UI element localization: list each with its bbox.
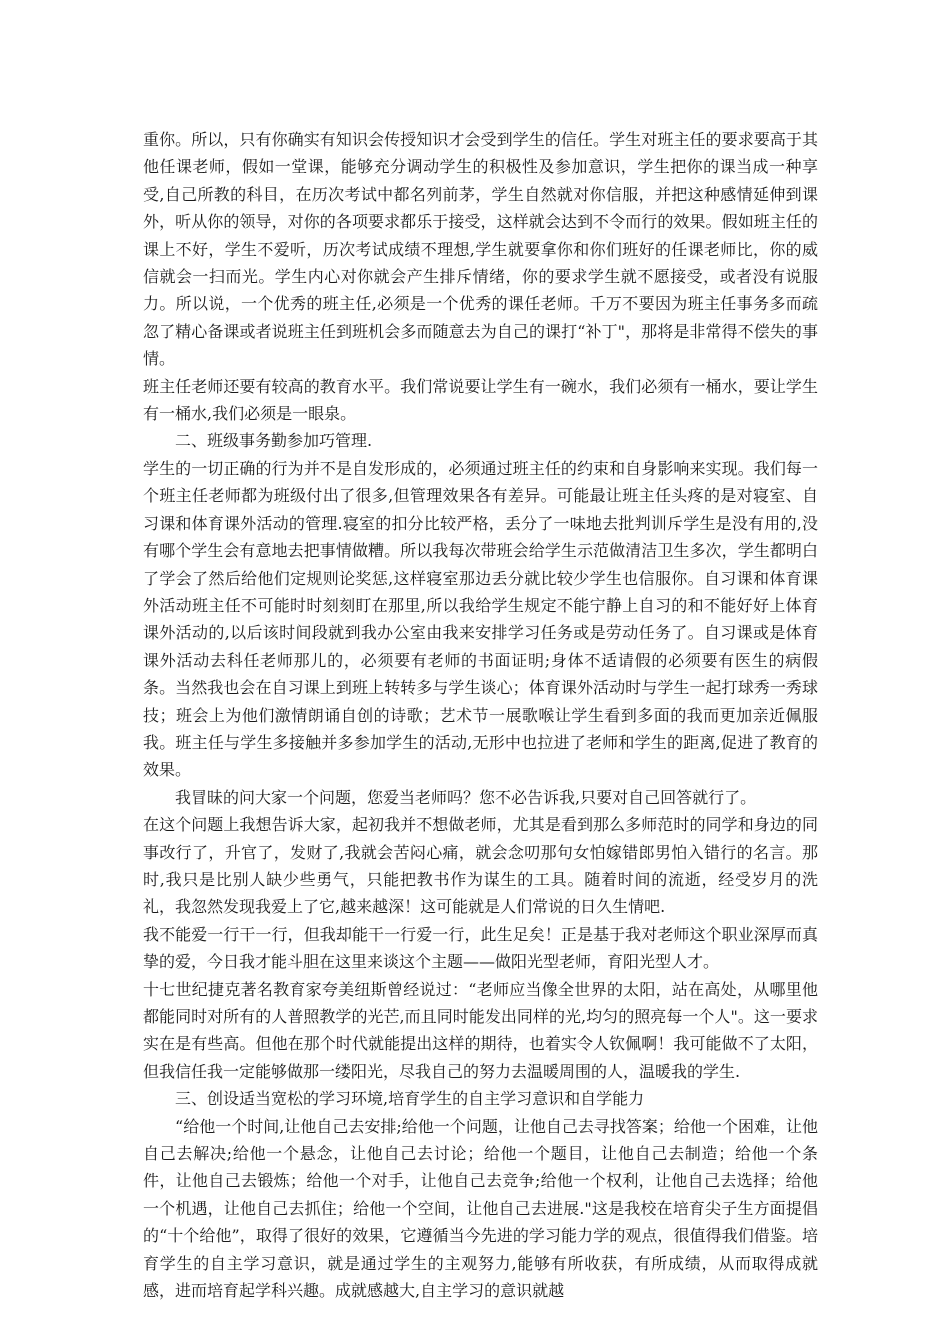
- paragraph-comenius-quote: 十七世纪捷克著名教育家夸美纽斯曾经说过：“老师应当像全世界的太阳，站在高处，从哪里他都能同时对所有的人普照教学的光芒,而且同时能发出同样的光,均匀的照亮每一个人"。这一要求实在是有些高。但他在那个时代就能提出这样的期待，也着实令人钦佩啊！我可能做不了太阳，但我信任我一定能够做那一缕阳光，尽我自己的努力去温暖周围的人，温暖我的学生.: [143, 979, 818, 1081]
- paragraph-teacher-knowledge: 重你。所以，只有你确实有知识会传授知识才会受到学生的信任。学生对班主任的要求要高于其他任课老师，假如一堂课，能够充分调动学生的积极性及参加意识，学生把你的课当成一种享受,自己所教的科目，在历次考试中都名列前茅，学生自然就对你信服，并把这种感情延伸到课外，听从你的领导，对你的各项要求都乐于接受，这样就会达到不令而行的效果。假如班主任的课上不好，学生不爱听，历次考试成绩不理想,学生就要拿你和你们班好的任课老师比，你的威信就会一扫而光。学生内心对你就会产生排斥情绪，你的要求学生就不愿接受，或者没有说服力。所以说，一个优秀的班主任,必须是一个优秀的课任老师。千万不要因为班主任事务多而疏忽了精心备课或者说班主任到班机会多而随意去为自己的课打“补丁"，那将是非常得不偿失的事情。: [143, 130, 818, 369]
- paragraph-class-management: 学生的一切正确的行为并不是自发形成的，必须通过班主任的约束和自身影响来实现。我们每一个班主任老师都为班级付出了很多,但管理效果各有差异。可能最让班主任头疼的是对寝室、自习课和体育课外活动的管理.寝室的扣分比较严格，丢分了一味地去批判训斥学生是没有用的,没有哪个学生会有意地去把事情做糟。所以我每次带班会给学生示范做清洁卫生多次，学生都明白了学会了然后给他们定规则论奖惩,这样寝室那边丢分就比较少学生也信服你。自习课和体育课外活动班主任不可能时时刻刻盯在那里,所以我给学生规定不能宁静上自习的和不能好好上体育课外活动的,以后该时间段就到我办公室由我来安排学习任务或是劳动任务了。自习课或是体育课外活动去科任老师那儿的，必须要有老师的书面证明;身体不适请假的必须要有医生的病假条。当然我也会在自习课上到班上转转多与学生谈心；体育课外活动时与学生一起打球秀一秀球技；班会上为他们激情朗诵自创的诗歌；艺术节一展歌喉让学生看到多面的我而更加亲近佩服我。班主任与学生多接触并多参加学生的活动,无形中也拉进了老师和学生的距离,促进了教育的效果。: [143, 458, 818, 780]
- paragraph-love-profession: 我不能爱一行干一行，但我却能干一行爱一行，此生足矣！正是基于我对老师这个职业深厚而真挚的爱，今日我才能斗胆在这里来谈这个主题——做阳光型老师，育阳光型人才。: [143, 924, 818, 972]
- paragraph-becoming-teacher: 在这个问题上我想告诉大家，起初我并不想做老师，尤其是看到那么多师范时的同学和身边的同事改行了，升官了，发财了,我就会苦闷心痛，就会念叨那句女怕嫁错郎男怕入错行的名言。那时,我只是比别人缺少些勇气，只能把教书作为谋生的工具。随着时间的流逝，经受岁月的洗礼，我忽然发现我爱上了它,越来越深！这可能就是人们常说的日久生情吧.: [143, 815, 818, 917]
- section-heading-2: 二、班级事务勤参加巧管理.: [175, 431, 373, 451]
- document-body: [143, 126, 818, 1304]
- paragraph-ten-give-him: “给他一个时间,让他自己去安排;给他一个问题，让他自己去寻找答案；给他一个困难，让他自己去解决;给他一个悬念，让他自己去讨论；给他一个题目，让他自己去制造；给他一个条件，让他自己去锻炼；给他一个对手，让他自己去竞争;给他一个权利，让他自己去选择；给他一个机遇，让他自己去抓住；给他一个空间，让他自己去进展."这是我校在培育尖子生方面提倡的“十个给他”，取得了很好的效果，它遵循当今先进的学习能力学的观点，很值得我们借鉴。培育学生的自主学习意识，就是通过学生的主观努力,能够有所收获，有所成绩，从而取得成就感，进而培育起学科兴趣。成就感越大,自主学习的意识就越: [143, 1116, 818, 1301]
- paragraph-question: 我冒昧的问大家一个问题，您爱当老师吗？您不必告诉我,只要对自己回答就行了。: [175, 787, 757, 807]
- section-heading-3: 三、创设适当宽松的学习环境,培育学生的自主学习意识和自学能力: [175, 1089, 645, 1109]
- paragraph-education-level: 班主任老师还要有较高的教育水平。我们常说要让学生有一碗水，我们必须有一桶水，要让学生有一桶水,我们必须是一眼泉。: [143, 376, 818, 424]
